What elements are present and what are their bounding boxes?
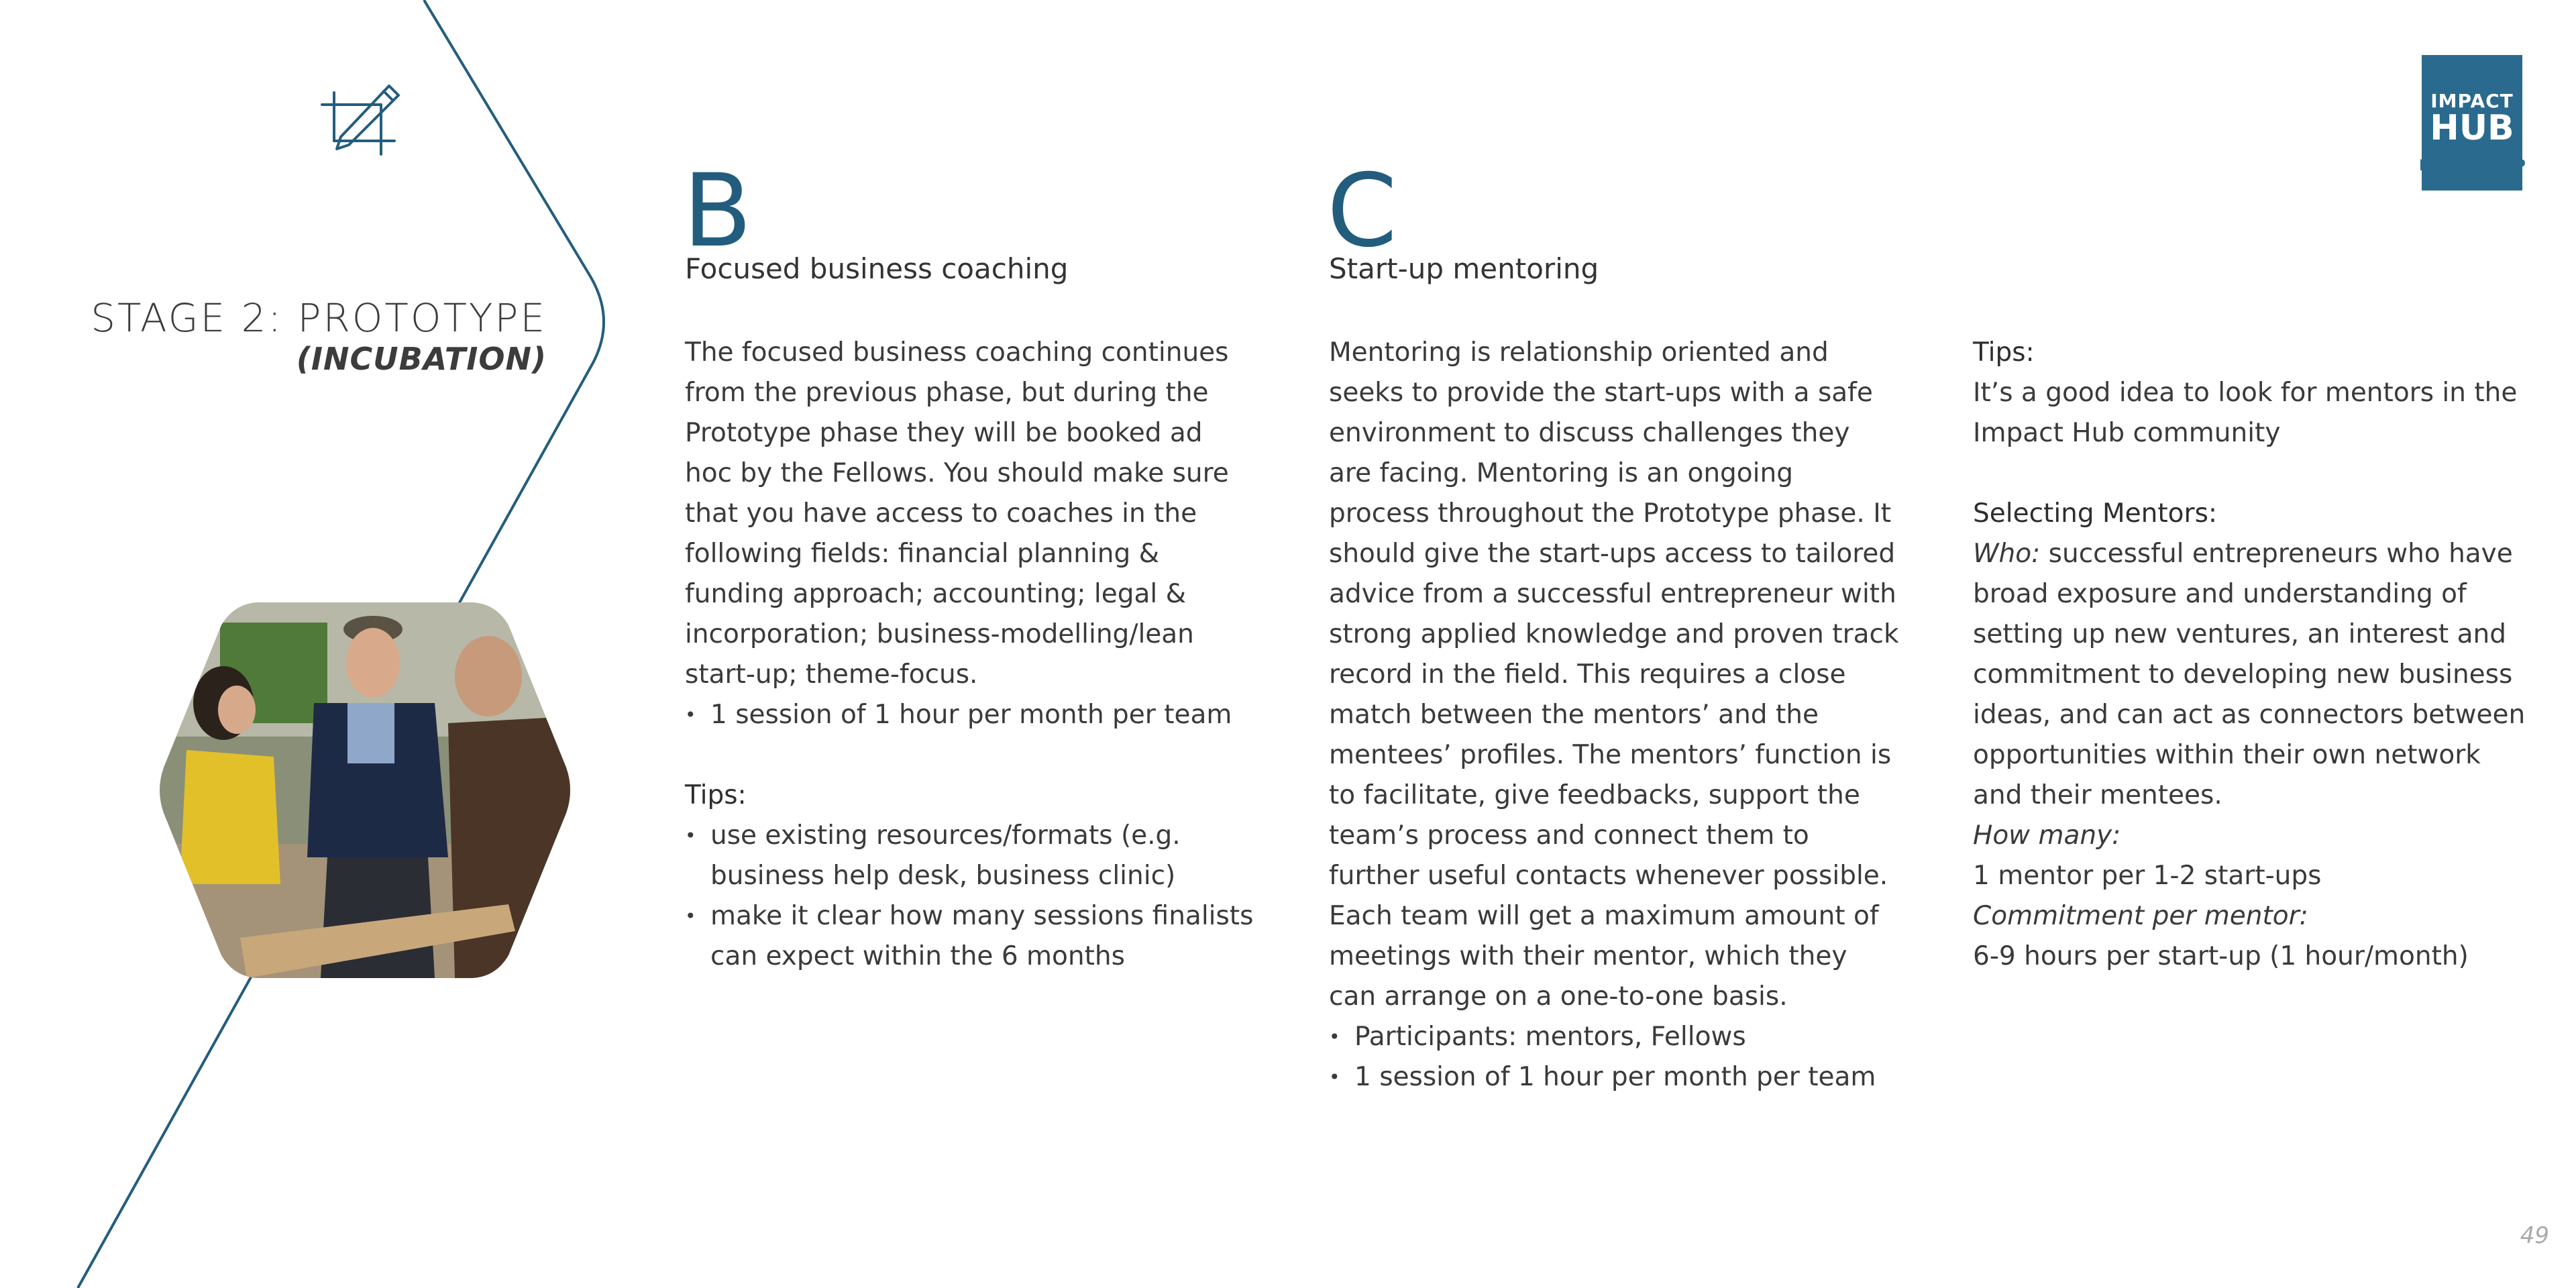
section-b-title: Focused business coaching	[685, 252, 1069, 285]
tips-text: It’s a good idea to look for mentors in the Impact Hub community	[1973, 378, 2518, 448]
section-c-bullets	[1329, 1017, 1899, 1097]
logo-line-hub: HUB	[2430, 108, 2514, 148]
how-many-text: 1 mentor per 1-2 start-ups	[1973, 861, 2322, 891]
section-c-body	[1329, 333, 1899, 1097]
list-item: • use existing resources/formats (e.g. business help desk, business clinic)	[685, 816, 1255, 896]
logo-subtitle	[2419, 158, 2525, 191]
who-paragraph	[1973, 534, 2536, 816]
stage-subtitle: (INCUBATION)	[296, 341, 547, 377]
section-b-intro: The focused business coaching continues from the previous phase, but during the Prototype phase they will be booked ad hoc by the Fellows. You should make sure that you have access to coaches in the following fields: financial planning & funding approach; accounting; legal & incorporation; business-modelling/lean start-up; theme-focus.	[685, 337, 1229, 690]
section-b-tips-label: Tips:	[685, 780, 747, 810]
workshop-photo	[160, 602, 570, 978]
page-number: 49	[2520, 1222, 2549, 1249]
how-many-label: How many:	[1973, 820, 2121, 851]
crop-pencil-icon	[315, 79, 402, 166]
selecting-mentors-label: Selecting Mentors:	[1973, 498, 2218, 529]
list-item: • 1 session of 1 hour per month per team	[1329, 1057, 1899, 1097]
logo-line-impact: IMPACT	[2430, 90, 2514, 112]
logo-line-blueprint: BLUEPRINT	[2426, 174, 2518, 191]
who-text: successful entrepreneurs who have broad exposure and understanding of setting up new ventures, an interest and commitment to developing new business ideas, and can act as connectors between opportunities within their own network and their mentees.	[1973, 539, 2526, 810]
stage-title: STAGE 2: PROTOTYPE	[91, 295, 547, 341]
section-c-intro: Mentoring is relationship oriented and seeks to provide the start-ups with a safe environment to discuss challenges they are facing. Mentoring is an ongoing process throughout the Prototype phase. It should give the start-ups access to tailored advice from a successful entrepreneur with strong applied knowledge and proven track record in the field. This requires a close match between the mentors’ and the mentees’ profiles. The mentors’ function is to facilitate, give feedbacks, support the team’s process and connect them to further useful contacts whenever possible. Each team will get a maximum amount of meetings with their mentor, which they can arrange on a one-to-one basis.	[1329, 337, 1899, 1012]
section-b-letter: B	[683, 153, 752, 270]
section-b-bullets	[685, 695, 1255, 735]
list-item: • Participants: mentors, Fellows	[1329, 1017, 1899, 1057]
logo-line-fellowship: FELLOWSHIP	[2419, 158, 2526, 174]
section-b-body	[685, 333, 1255, 977]
tips-label: Tips:	[1973, 337, 2035, 368]
commitment-text: 6-9 hours per start-up (1 hour/month)	[1973, 941, 2469, 971]
commitment-label: Commitment per mentor:	[1973, 901, 2308, 931]
list-item: • make it clear how many sessions finalists can expect within the 6 months	[685, 896, 1255, 977]
mentor-tips-column	[1973, 333, 2536, 977]
section-b-tips	[685, 816, 1255, 977]
section-c-title: Start-up mentoring	[1329, 252, 1599, 285]
section-c-letter: C	[1327, 153, 1397, 270]
who-label: Who:	[1973, 539, 2041, 569]
list-item: • 1 session of 1 hour per month per team	[685, 695, 1255, 735]
